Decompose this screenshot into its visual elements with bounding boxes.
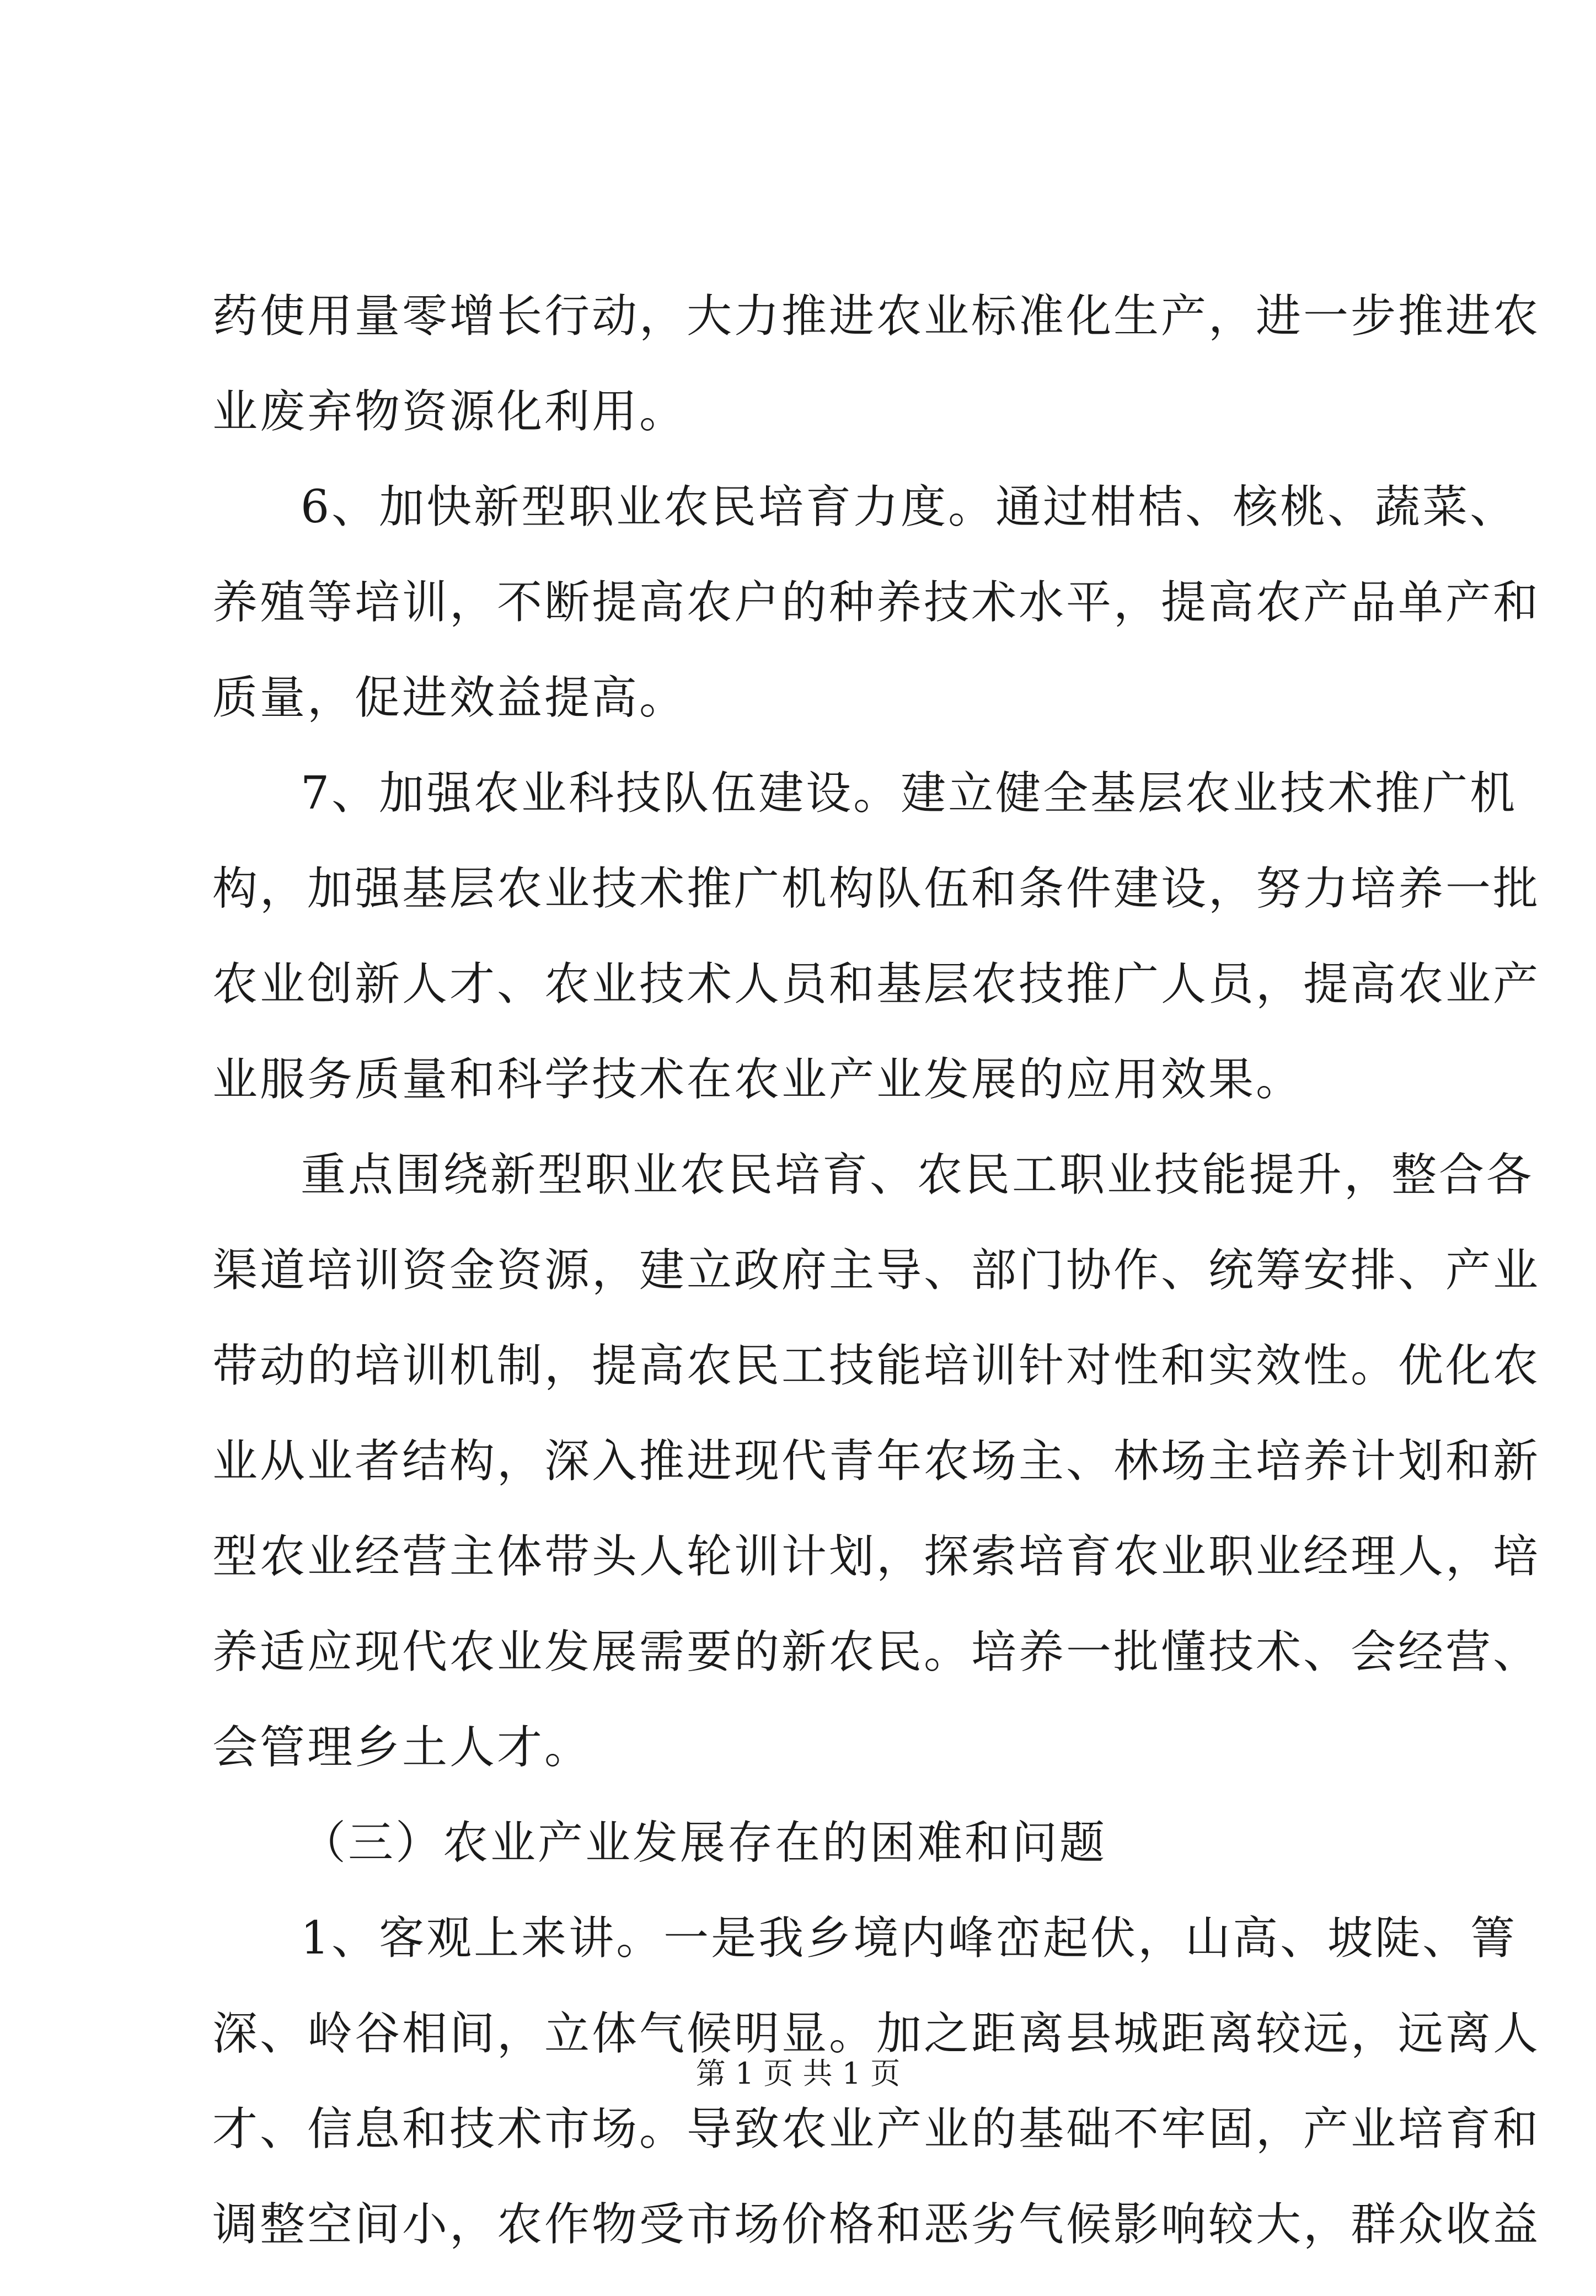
text-line: 农业创新人才、农业技术人员和基层农技推广人员，提高农业产 bbox=[212, 958, 1541, 1010]
paragraph-heading-1: 1、客观上来讲。一是我乡境内峰峦起伏，山高、坡陡、箐 bbox=[301, 1912, 1518, 1965]
paragraph-start: 重点围绕新型职业农民培育、农民工职业技能提升，整合各 bbox=[301, 1149, 1534, 1201]
text-line: 构，加强基层农业技术推广机构队伍和条件建设，努力培养一批 bbox=[212, 863, 1541, 915]
section-heading: （三）农业产业发展存在的困难和问题 bbox=[301, 1817, 1107, 1869]
text-line: 业废弃物资源化利用。 bbox=[212, 386, 687, 438]
text-line: 型农业经营主体带头人轮训计划，探索培育农业职业经理人，培 bbox=[212, 1530, 1541, 1583]
text-line: 深、岭谷相间，立体气候明显。加之距离县城距离较远，远离人 bbox=[212, 2008, 1541, 2060]
paragraph-heading-6: 6、加快新型职业农民培育力度。通过柑桔、核桃、蔬菜、 bbox=[301, 481, 1518, 533]
document-body bbox=[212, 290, 1541, 2296]
text-line: 养殖等培训，不断提高农户的种养技术水平，提高农产品单产和 bbox=[212, 576, 1541, 629]
page-number-footer: 第 1 页 共 1 页 bbox=[695, 2056, 901, 2091]
text-line: 质量，促进效益提高。 bbox=[212, 672, 687, 724]
text-line: 药使用量零增长行动，大力推进农业标准化生产，进一步推进农 bbox=[212, 290, 1541, 342]
text-line: 才、信息和技术市场。导致农业产业的基础不牢固，产业培育和 bbox=[212, 2103, 1541, 2155]
text-line: 带动的培训机制，提高农民工技能培训针对性和实效性。优化农 bbox=[212, 1340, 1541, 1392]
text-line: 业服务质量和科学技术在农业产业发展的应用效果。 bbox=[212, 1053, 1304, 1106]
text-line: 调整空间小，农作物受市场价格和恶劣气候影响较大，群众收益 bbox=[212, 2198, 1541, 2251]
text-line: 养适应现代农业发展需要的新农民。培养一批懂技术、会经营、 bbox=[212, 1626, 1541, 1678]
paragraph-heading-7: 7、加强农业科技队伍建设。建立健全基层农业技术推广机 bbox=[301, 767, 1518, 820]
text-line: 会管理乡土人才。 bbox=[212, 1721, 592, 1774]
text-line: 渠道培训资金资源，建立政府主导、部门协作、统筹安排、产业 bbox=[212, 1244, 1541, 1297]
text-line: 业从业者结构，深入推进现代青年农场主、林场主培养计划和新 bbox=[212, 1435, 1541, 1487]
